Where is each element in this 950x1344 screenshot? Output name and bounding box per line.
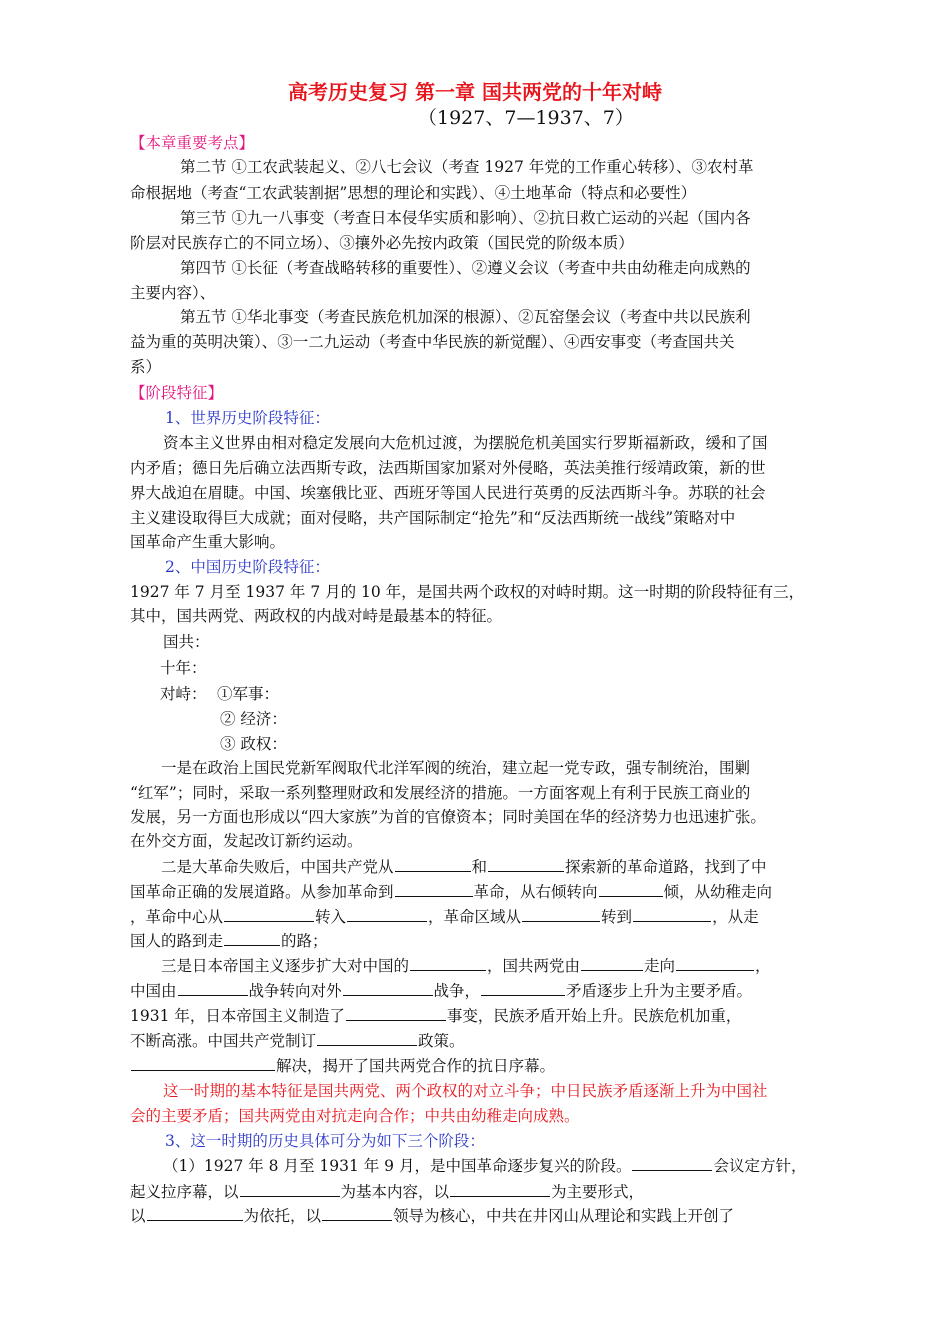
fill-blank[interactable] [224,930,280,946]
item-military: ①军事： [217,685,280,703]
stage-one-line: （1）1927 年 8 月至 1931 年 9 月，是中国革命逐步复兴的阶段。 会议定方针， [163,1157,807,1175]
world-heading: 1、世界历史阶段特征： [165,409,330,427]
stage-one-line: 以 为依托，以 领导为核心，中共在井冈山从理论和实践上开创了 [130,1207,735,1225]
world-paragraph-line: 主义建设取得巨大成就；面对侵略，共产国际制定“抢先”和“反法西斯统一战线”策略对中 [130,509,736,527]
fill-blank[interactable] [581,955,643,971]
item-economy: ② 经济： [220,710,287,728]
stage-one-line: 起义拉序幕，以 为基本内容，以 为主要形式， [130,1183,645,1201]
stages-heading: 3、这一时期的历史具体可分为如下三个阶段： [165,1132,485,1150]
features-header: 【阶段特征】 [130,384,224,402]
fill-blank[interactable] [481,980,565,996]
feature-three-line: 三是日本帝国主义逐步扩大对中国的 ，国共两党由 走向 ， [161,957,771,975]
basic-feature-line: 这一时期的基本特征是国共两党、两个政权的对立斗争；中日民族矛盾逐渐上升为中国社 [163,1082,768,1100]
feature-two-line: ，革命中心从 转入 ，革命区域从 转到 ，从走 [130,908,759,926]
document-subtitle: （1927、7—1937、7） [418,107,634,129]
fill-blank[interactable] [346,1005,446,1021]
fill-blank[interactable] [178,980,248,996]
china-paragraph-line: 1927 年 7 月至 1937 年 7 月的 10 年，是国共两个政权的对峙时期。这一时期的阶段特征有三， [130,583,805,601]
fill-blank[interactable] [224,906,314,922]
fill-blank[interactable] [395,881,473,897]
fill-blank[interactable] [343,980,433,996]
fill-blank[interactable] [633,906,711,922]
feature-three-line: 不断高涨。中国共产党制订 政策。 [130,1032,465,1050]
section-5-line-3: 系） [130,358,162,376]
world-paragraph-line: 内矛盾；德日先后确立法西斯专政，法西斯国家加紧对外侵略，英法美推行绥靖政策，新的世 [130,459,766,477]
fill-blank[interactable] [147,1205,243,1221]
fill-blank[interactable] [395,856,471,872]
fill-blank[interactable] [322,1205,392,1221]
section-5-line-2: 益为重的英明决策）、③一二九运动（考查中华民族的新觉醒）、④西安事变（考查国共关 [130,333,735,351]
feature-one-line: 发展，另一方面也形成以“四大家族”为首的官僚资本；同时美国在华的经济势力也迅速扩张。 [130,808,766,826]
label-duizhi: 对峙： [160,685,207,703]
fill-blank[interactable] [317,1030,417,1046]
key-points-header: 【本章重要考点】 [130,134,255,152]
label-shinian: 十年： [160,659,207,677]
fill-blank[interactable] [632,1155,712,1171]
china-heading: 2、中国历史阶段特征： [165,558,330,576]
section-2-line-1: 第二节 ①工农武装起义、②八七会议（考查 1927 年党的工作重心转移）、③农村革 [180,158,754,176]
fill-blank[interactable] [676,955,754,971]
section-4-line-2: 主要内容）、 [130,284,216,302]
section-5-line-1: 第五节 ①华北事变（考查民族危机加深的根源）、②瓦窑堡会议（考查中共以民族利 [180,308,751,326]
feature-two-line: 二是大革命失败后，中国共产党从 和 探索新的革命道路，找到了中 [161,858,767,876]
feature-one-line: “红军”；同时，采取一系列整理财政和发展经济的措施。一方面客观上有利于民族工商业的 [130,784,751,802]
section-2-line-2: 命根据地（考查“工农武装割据”思想的理论和实践）、④土地革命（特点和必要性） [130,184,697,202]
fill-blank[interactable] [240,1181,340,1197]
item-regime: ③ 政权： [220,735,287,753]
world-paragraph-line: 界大战迫在眉睫。中国、埃塞俄比亚、西班牙等国人民进行英勇的反法西斯斗争。苏联的社会 [130,484,766,502]
feature-three-line: 中国由 战争转向对外 战争， 矛盾逐步上升为主要矛盾。 [130,982,753,1000]
fill-blank[interactable] [522,906,600,922]
feature-three-line: 解决，揭开了国共两党合作的抗日序幕。 [130,1055,555,1076]
feature-one-line: 一是在政治上国民党新军阀取代北洋军阀的统治，建立起一党专政，强专制统治，围剿 [161,759,751,777]
feature-two-line: 国革命正确的发展道路。从参加革命到 革命，从右倾转向 倾，从幼稚走向 [130,883,773,901]
world-paragraph-line: 国革命产生重大影响。 [130,533,286,551]
feature-two-line: 国人的路到走 的路； [130,932,328,950]
fill-blank[interactable] [599,881,663,897]
feature-three-line: 1931 年，日本帝国主义制造了 事变，民族矛盾开始上升。民族危机加重， [130,1007,742,1025]
fill-blank[interactable] [488,856,564,872]
fill-blank[interactable] [347,906,427,922]
document-title: 高考历史复习 第一章 国共两党的十年对峙 [288,80,662,104]
fill-blank[interactable] [410,955,486,971]
section-3-line-2: 阶层对民族存亡的不同立场）、③攘外必先按内政策（国民党的阶级本质） [130,234,634,252]
world-paragraph-line: 资本主义世界由相对稳定发展向大危机过渡，为摆脱危机美国实行罗斯福新政，缓和了国 [163,434,768,452]
fill-blank[interactable] [450,1181,550,1197]
fill-blank[interactable] [131,1055,275,1071]
label-guogong: 国共： [163,633,210,651]
section-4-line-1: 第四节 ①长征（考查战略转移的重要性）、②遵义会议（考查中共由幼稚走向成熟的 [180,259,751,277]
feature-one-line: 在外交方面，发起改订新约运动。 [130,832,363,850]
china-paragraph-line: 其中，国共两党、两政权的内战对峙是最基本的特征。 [130,607,503,625]
basic-feature-line: 会的主要矛盾；国共两党由对抗走向合作；中共由幼稚走向成熟。 [130,1107,580,1125]
section-3-line-1: 第三节 ①九一八事变（考查日本侵华实质和影响）、②抗日救亡运动的兴起（国内各 [180,209,751,227]
